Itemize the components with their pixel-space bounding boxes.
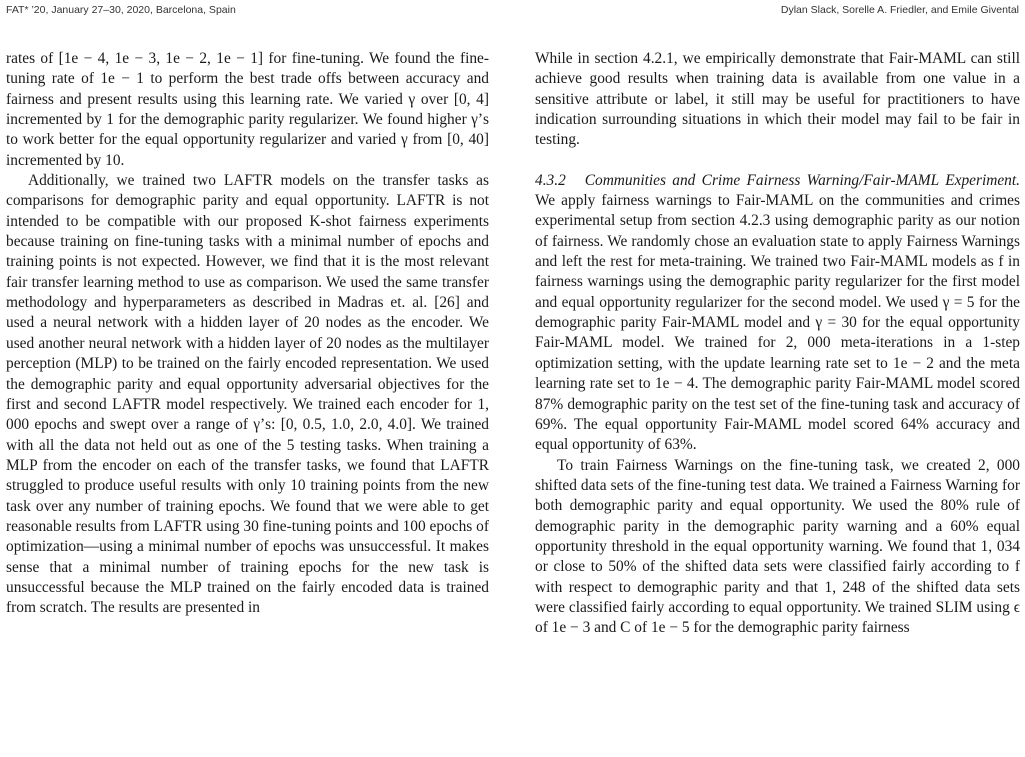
running-header (6, 4, 1019, 20)
section-body: We apply fairness warnings to Fair-MAML on the communities and crimes experimental setup from section 4.2.3 using demographic parity as our notion of fairness. We randomly chose an evaluation state to apply Fairness Warnings and left the rest for meta-training. We trained two Fair-MAML models as f in fairness warnings using the demographic parity regularizer for the first model and equal opportunity regularizer for the second model. We used γ = 5 for the demographic parity Fair-MAML model and γ = 30 for the equal opportunity Fair-MAML model. We trained for 2, 000 meta-iterations in a 1-step optimization setting, with the update learning rate set to 1e − 2 and the meta learning rate set to 1e − 4. The demographic parity Fair-MAML model scored 87% demographic parity on the test set of the fine-tuning task and accuracy of 69%. The equal opportunity Fair-MAML model scored 64% accuracy and equal opportunity of 63%. (535, 192, 1020, 454)
left-paragraph-2: Additionally, we trained two LAFTR models on the transfer tasks as comparisons for demographic parity and equal opportunity. LAFTR is not intended to be compatible with our proposed K-shot fairness experiments because training on fine-tuning tasks with a minimal number of epochs and training points is not expected. However, we find that it is the most relevant fair transfer learning method to use as comparison. We used the same transfer methodology and hyperparameters as described in Madras et. al. [26] and used a neural network with a hidden layer of 20 nodes as the encoder. We used another neural network with a hidden layer of 20 nodes as the multilayer perception (MLP) to be trained on the fairly encoded representation. We used the demographic parity and equal opportunity adversarial objectives for the first and second LAFTR model respectively. We trained each encoder for 1, 000 epochs and swept over a range of γ’s: [0, 0.5, 1.0, 2.0, 4.0]. We trained with all the data not held out as one of the 5 testing tasks. When training a MLP from the encoder on each of the transfer tasks, we found that LAFTR struggled to produce useful results with only 10 training points from the new task over any number of training epochs. We found that we were able to get reasonable results from LAFTR using 30 fine-tuning points and 100 epochs of optimization—using a minimal number of epochs was unsuccessful. It makes sense that a minimal number of training epochs for the new task is unsuccessful because the MLP trained on the fairly encoded data is trained from scratch. The results are presented in (6, 172, 489, 617)
right-column (535, 49, 1020, 639)
header-venue: FAT* ’20, January 27–30, 2020, Barcelona, Spain (6, 4, 236, 16)
right-paragraph-1: While in section 4.2.1, we empirically demonstrate that Fair-MAML can still achieve good results when training data is available from one value in a sensitive attribute or label, it still may be useful for practitioners to have indication surrounding situations in which their model may fail to be fair in testing. (535, 50, 1020, 149)
section-gap (535, 151, 1020, 171)
section-title: Communities and Crime Fairness Warning/Fair-MAML Experiment. (584, 171, 1020, 189)
right-paragraph-3: To train Fairness Warnings on the fine-tuning task, we created 2, 000 shifted data sets of the fine-tuning test data. We trained a Fairness Warning for both demographic parity and equal opportunity. We used the 80% rule of demographic parity in the demographic parity warning and a 60% equal opportunity threshold in the equal opportunity warning. We found that 1, 034 or close to 50% of the shifted data sets were classified fairly according to f with respect to demographic parity and that 1, 248 of the shifted data sets were classified fairly according to equal opportunity. We trained SLIM using ϵ of 1e − 3 and C of 1e − 5 for the demographic parity fairness (535, 456, 1020, 637)
left-paragraph-1: rates of [1e − 4, 1e − 3, 1e − 2, 1e − 1] for fine-tuning. We found the fine-tuning rate of 1e − 1 to perform the best trade offs between accuracy and fairness and present results using this learning rate. We varied γ over [0, 4] incremented by 1 for the demographic parity regularizer. We found higher γ’s to work better for the equal opportunity regularizer and varied γ from [0, 40] incremented by 10. (6, 50, 489, 169)
section-number: 4.3.2 (535, 171, 566, 189)
header-authors: Dylan Slack, Sorelle A. Friedler, and Emile Givental (780, 4, 1019, 16)
left-column (6, 49, 489, 619)
right-paragraph-2 (535, 171, 1020, 456)
